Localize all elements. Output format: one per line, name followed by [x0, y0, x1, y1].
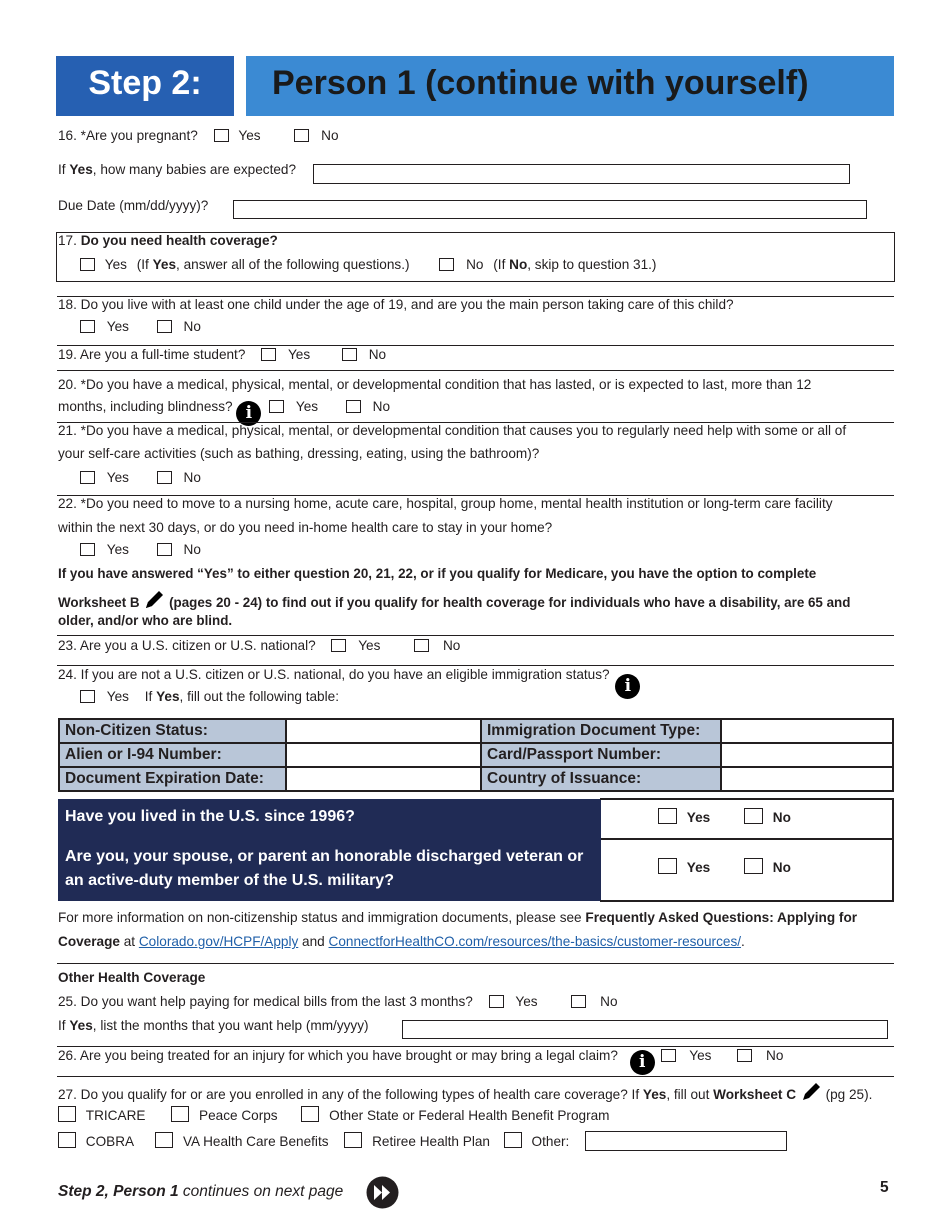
- q17-no-note-bold: No: [509, 257, 528, 272]
- peace-corps-checkbox[interactable]: [171, 1106, 189, 1122]
- q22-no-checkbox[interactable]: [157, 543, 172, 556]
- q16-text: 16. *Are you pregnant?: [58, 128, 198, 143]
- country-of-issuance-label: Country of Issuance:: [481, 767, 721, 791]
- q22-line1: 22. *Do you need to move to a nursing home, acute care, hospital, group home, mental health institution or long-term care facility: [58, 496, 833, 511]
- q18-text: 18. Do you live with at least one child under the age of 19, and are you the main person taking care of this child?: [58, 297, 734, 312]
- q18-yes-checkbox[interactable]: [80, 320, 95, 333]
- q24-fill-post: , fill out the following table:: [179, 689, 339, 704]
- other-state-federal-label: Other State or Federal Health Benefit Program: [329, 1108, 610, 1123]
- table-row: [59, 719, 893, 743]
- tricare-label: TRICARE: [85, 1108, 146, 1123]
- due-date-label: Due Date (mm/dd/yyyy)?: [58, 198, 209, 213]
- q25-row: [58, 994, 618, 1009]
- country-of-issuance-input[interactable]: [721, 767, 893, 791]
- alien-number-label: Alien or I-94 Number:: [59, 743, 286, 767]
- document-expiration-date-input[interactable]: [286, 767, 481, 791]
- q25-text: 25. Do you want help paying for medical bills from the last 3 months?: [58, 994, 473, 1009]
- q25-months-input[interactable]: [402, 1020, 888, 1039]
- colorado-hcpf-link[interactable]: Colorado.gov/HCPF/Apply: [138, 934, 299, 949]
- q16-row: [58, 128, 339, 143]
- q20-no-checkbox[interactable]: [346, 400, 361, 413]
- q23-yes-label: Yes: [358, 638, 381, 653]
- q22-yes-checkbox[interactable]: [80, 543, 95, 556]
- cobra-label: COBRA: [85, 1134, 134, 1149]
- other-state-federal-checkbox[interactable]: [301, 1106, 319, 1122]
- pencil-icon: [800, 1081, 822, 1103]
- q22-no-label: No: [183, 542, 201, 557]
- q24-fill-pre: If: [144, 689, 157, 704]
- veteran-line2: an active-duty member of the U.S. military?: [65, 872, 394, 889]
- q25-no-checkbox[interactable]: [571, 995, 586, 1008]
- q26-yes-checkbox[interactable]: [661, 1049, 676, 1062]
- q23-text: 23. Are you a U.S. citizen or U.S. national?: [58, 638, 316, 653]
- q25-months-post: , list the months that you want help (mm/yyyy): [92, 1018, 369, 1033]
- other-coverage-heading: Other Health Coverage: [58, 970, 206, 985]
- immigration-document-type-input[interactable]: [721, 719, 893, 743]
- table-row: [59, 767, 893, 791]
- q22-line2: within the next 30 days, or do you need in-home health care to stay in your home?: [58, 520, 553, 535]
- q17-no-checkbox[interactable]: [439, 258, 454, 271]
- pencil-icon: [143, 589, 165, 611]
- q21-line2: your self-care activities (such as bathing, dressing, eating, using the bathroom)?: [58, 446, 540, 461]
- divider: [57, 1046, 894, 1047]
- other-coverage-input[interactable]: [585, 1131, 787, 1151]
- q16-no-label: No: [321, 128, 339, 143]
- q22-yes-label: Yes: [106, 542, 129, 557]
- non-citizen-status-label: Non-Citizen Status:: [59, 719, 286, 743]
- veteran-line1: Are you, your spouse, or parent an honorable discharged veteran or: [65, 848, 584, 865]
- peace-corps-label: Peace Corps: [199, 1108, 278, 1123]
- q26-yes-label: Yes: [689, 1048, 712, 1063]
- q19-row: [58, 347, 386, 362]
- veteran-no-label: No: [772, 860, 791, 875]
- q24-yes-label: Yes: [106, 689, 129, 704]
- q16-babies-row: [58, 162, 296, 177]
- q20-line2: months, including blindness?: [58, 399, 233, 414]
- q26-no-label: No: [766, 1048, 784, 1063]
- step-label: Step 2:: [88, 64, 202, 102]
- connect-for-health-link[interactable]: ConnectforHealthCO.com/resources/the-basics/customer-resources/: [328, 934, 742, 949]
- q25-yes-checkbox[interactable]: [489, 995, 504, 1008]
- q16-yes-label: Yes: [238, 128, 261, 143]
- notice-line2: [58, 589, 850, 611]
- notice-line3: older, and/or who are blind.: [58, 613, 233, 628]
- veteran-box: [58, 837, 601, 901]
- q27-options-row1: [58, 1106, 610, 1123]
- q18-no-label: No: [183, 319, 201, 334]
- babies-post: , how many babies are expected?: [92, 162, 297, 177]
- veteran-no-checkbox[interactable]: [744, 858, 763, 874]
- alien-number-input[interactable]: [286, 743, 481, 767]
- q25-months-row: [58, 1018, 369, 1033]
- veteran-answers: [658, 858, 791, 875]
- q19-no-label: No: [368, 347, 387, 362]
- divider: [57, 345, 894, 346]
- va-health-label: VA Health Care Benefits: [182, 1134, 329, 1149]
- other-coverage-label: Other:: [531, 1134, 570, 1149]
- babies-input[interactable]: [313, 164, 850, 184]
- since-1996-yes-label: Yes: [686, 810, 711, 825]
- notice-line2-rest: (pages 20 - 24) to find out if you qualify for health coverage for individuals who have a disability, are 65 and: [169, 595, 851, 610]
- q16-yes-checkbox[interactable]: [214, 129, 229, 142]
- q17-no-label: No: [466, 257, 484, 272]
- info-icon[interactable]: i: [630, 1050, 655, 1075]
- babies-pre: If: [58, 162, 70, 177]
- next-page-icon[interactable]: [366, 1176, 399, 1209]
- q21-yes-checkbox[interactable]: [80, 471, 95, 484]
- footer-bold: Step 2, Person 1: [58, 1183, 179, 1200]
- card-passport-number-label: Card/Passport Number:: [481, 743, 721, 767]
- divider: [57, 370, 894, 371]
- cobra-checkbox[interactable]: [58, 1132, 76, 1148]
- tricare-checkbox[interactable]: [58, 1106, 76, 1122]
- since-1996-no-label: No: [772, 810, 791, 825]
- q21-line1: 21. *Do you have a medical, physical, mental, or developmental condition that causes you to regularly need help with some or all of: [58, 423, 847, 438]
- q17-yes-checkbox[interactable]: [80, 258, 95, 271]
- q17-yes-note-bold: Yes: [152, 257, 177, 272]
- more-info-line1: [58, 910, 857, 925]
- q17-yes-label: Yes: [104, 257, 127, 272]
- q21-answers: [80, 470, 201, 485]
- footer-continues: [58, 1183, 343, 1201]
- q24-text: 24. If you are not a U.S. citizen or U.S. national, do you have an eligible immigration status?: [58, 667, 610, 682]
- q23-row: [58, 638, 460, 653]
- q18-yes-label: Yes: [106, 319, 129, 334]
- q27-text-mid: , fill out: [666, 1087, 714, 1102]
- info-icon[interactable]: i: [236, 401, 261, 426]
- since-1996-yes-checkbox[interactable]: [658, 808, 677, 824]
- since-1996-text: Have you lived in the U.S. since 1996?: [65, 808, 355, 825]
- more-info-at: at: [119, 934, 139, 949]
- page-number: 5: [880, 1179, 889, 1196]
- q17-no-note-pre: (If: [493, 257, 510, 272]
- q20-yes-label: Yes: [295, 399, 319, 414]
- q20-no-label: No: [372, 399, 391, 414]
- q25-months-bold: Yes: [69, 1018, 93, 1033]
- veteran-yes-label: Yes: [686, 860, 711, 875]
- q20-line1: 20. *Do you have a medical, physical, mental, or developmental condition that has lasted, or is expected to last, more than 12: [58, 377, 812, 392]
- immigration-document-type-label: Immigration Document Type:: [481, 719, 721, 743]
- q25-no-label: No: [600, 994, 618, 1009]
- veteran-yes-checkbox[interactable]: [658, 858, 677, 874]
- q19-text: 19. Are you a full-time student?: [58, 347, 246, 362]
- q21-no-checkbox[interactable]: [157, 471, 172, 484]
- q20-yes-checkbox[interactable]: [269, 400, 284, 413]
- q21-yes-label: Yes: [106, 470, 129, 485]
- q17-question: [58, 233, 278, 248]
- q23-no-checkbox[interactable]: [414, 639, 429, 652]
- q19-yes-checkbox[interactable]: [261, 348, 276, 361]
- q17-yes-note-post: , answer all of the following questions.): [176, 257, 410, 272]
- q16-no-checkbox[interactable]: [294, 129, 309, 142]
- table-row: [59, 743, 893, 767]
- card-passport-number-input[interactable]: [721, 743, 893, 767]
- q17-text: Do you need health coverage?: [80, 233, 278, 248]
- q27-question: [58, 1081, 872, 1103]
- more-info-line2: [58, 934, 745, 949]
- q23-yes-checkbox[interactable]: [331, 639, 346, 652]
- retiree-health-checkbox[interactable]: [344, 1132, 362, 1148]
- q18-no-checkbox[interactable]: [157, 320, 172, 333]
- divider: [57, 963, 894, 964]
- footer-text: continues on next page: [178, 1183, 344, 1200]
- other-coverage-checkbox[interactable]: [504, 1132, 522, 1148]
- more-info-pre: For more information on non-citizenship status and immigration documents, please see: [58, 910, 586, 925]
- q24-answers: [80, 689, 339, 704]
- q18-answers: [80, 319, 201, 334]
- q23-no-label: No: [442, 638, 461, 653]
- document-expiration-date-label: Document Expiration Date:: [59, 767, 286, 791]
- more-info-end: .: [741, 934, 745, 949]
- q17-no-note-post: , skip to question 31.): [527, 257, 657, 272]
- notice-worksheet-b: Worksheet B: [58, 595, 140, 610]
- q27-text-bold1: Yes: [642, 1087, 667, 1102]
- q24-fill-bold: Yes: [156, 689, 180, 704]
- notice-line1: If you have answered “Yes” to either question 20, 21, 22, or if you qualify for Medicare, you have the option to complete: [58, 566, 817, 581]
- q17-num: 17.: [58, 233, 81, 248]
- more-info-bold2: Coverage: [58, 934, 120, 949]
- q26-row: [58, 1048, 783, 1075]
- more-info-bold1: Frequently Asked Questions: Applying for: [585, 910, 858, 925]
- divider: [57, 665, 894, 666]
- q27-worksheet-c: Worksheet C: [713, 1087, 797, 1102]
- immigration-table: [58, 718, 894, 792]
- since-1996-no-checkbox[interactable]: [744, 808, 763, 824]
- va-health-checkbox[interactable]: [155, 1132, 173, 1148]
- q17-answers: [80, 257, 656, 272]
- due-date-input[interactable]: [233, 200, 867, 219]
- q22-answers: [80, 542, 201, 557]
- q19-yes-label: Yes: [287, 347, 311, 362]
- q27-options-row2: [58, 1132, 569, 1149]
- q27-text-pre: 27. Do you qualify for or are you enrolled in any of the following types of health care coverage? If: [58, 1087, 643, 1102]
- q26-no-checkbox[interactable]: [737, 1049, 752, 1062]
- q26-text: 26. Are you being treated for an injury for which you have brought or may bring a legal claim?: [58, 1048, 618, 1063]
- q19-no-checkbox[interactable]: [342, 348, 357, 361]
- babies-bold: Yes: [69, 162, 93, 177]
- since-1996-answers: [658, 808, 791, 825]
- q25-yes-label: Yes: [515, 994, 538, 1009]
- q24-yes-checkbox[interactable]: [80, 690, 95, 703]
- page-title: Person 1 (continue with yourself): [272, 64, 809, 102]
- divider: [57, 1076, 894, 1077]
- q27-text-post: (pg 25).: [825, 1087, 873, 1102]
- q21-no-label: No: [183, 470, 201, 485]
- divider: [57, 635, 894, 636]
- non-citizen-status-input[interactable]: [286, 719, 481, 743]
- more-info-and: and: [298, 934, 329, 949]
- info-icon[interactable]: i: [615, 674, 640, 699]
- q17-yes-note-pre: (If: [136, 257, 153, 272]
- retiree-health-label: Retiree Health Plan: [372, 1134, 490, 1149]
- q25-months-pre: If: [58, 1018, 70, 1033]
